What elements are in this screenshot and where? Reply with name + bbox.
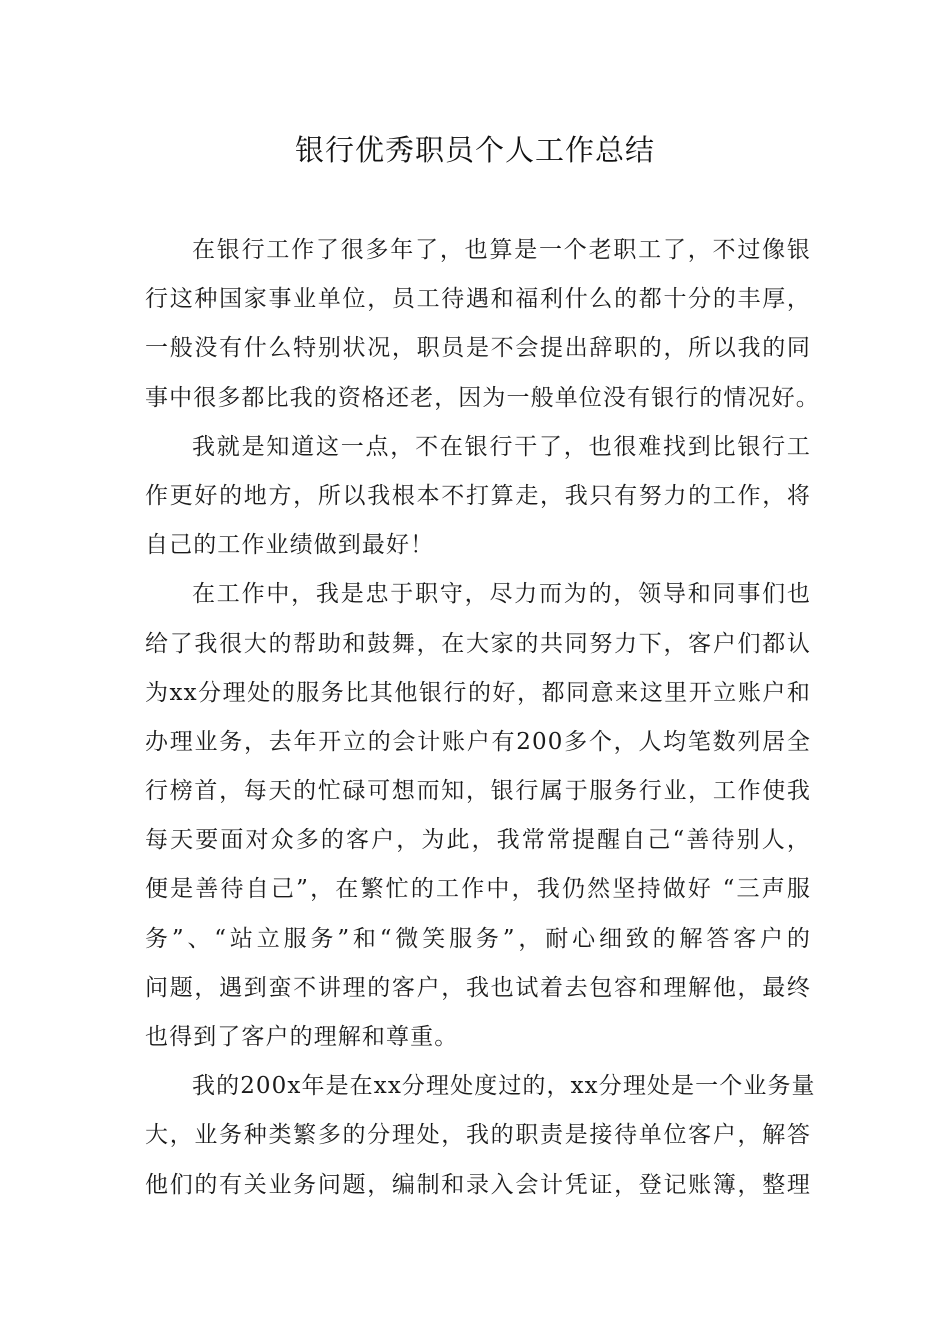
text-line: 便是善待自己”，在繁忙的工作中，我仍然坚持做好 “三声服 <box>145 876 811 903</box>
text-line: 行这种国家事业单位，员工待遇和福利什么的都十分的丰厚， <box>145 286 811 313</box>
text-line: 问题，遇到蛮不讲理的客户，我也试着去包容和理解他，最终 <box>145 974 811 1001</box>
text-line: 作更好的地方，所以我根本不打算走，我只有努力的工作，将 <box>145 482 811 509</box>
text-line: 务”、“站立服务”和“微笑服务”，耐心细致的解答客户的 <box>145 925 811 952</box>
document-body <box>145 226 820 1210</box>
text-line: 也得到了客户的理解和尊重。 <box>145 1024 459 1050</box>
text-line: 一般没有什么特别状况，职员是不会提出辞职的，所以我的同 <box>145 335 811 362</box>
text-line: 在银行工作了很多年了，也算是一个老职工了，不过像银 <box>192 237 811 263</box>
text-line: 自己的工作业绩做到最好！ <box>145 532 435 559</box>
document-title: 银行优秀职员个人工作总结 <box>294 133 655 167</box>
text-line: 给了我很大的帮助和鼓舞，在大家的共同努力下，客户们都认 <box>145 630 811 657</box>
text-line: 大，业务种类繁多的分理处，我的职责是接待单位客户，解答 <box>145 1122 811 1149</box>
text-line: 他们的有关业务问题，编制和录入会计凭证，登记账簿，整理 <box>145 1171 811 1198</box>
text-line: 我的200x年是在xx分理处度过的，xx分理处是一个业务量 <box>192 1073 816 1100</box>
text-line: 事中很多都比我的资格还老，因为一般单位没有银行的情况好。 <box>145 384 820 411</box>
text-line: 为xx分理处的服务比其他银行的好，都同意来这里开立账户和 <box>145 679 811 706</box>
text-line: 行榜首，每天的忙碌可想而知，银行属于服务行业，工作使我 <box>145 778 811 805</box>
text-line: 我就是知道这一点，不在银行干了，也很难找到比银行工 <box>192 433 811 460</box>
text-line: 办理业务，去年开立的会计账户有200多个，人均笔数列居全 <box>145 728 811 755</box>
text-line: 每天要面对众多的客户，为此，我常常提醒自己“善待别人， <box>145 827 811 854</box>
text-line: 在工作中，我是忠于职守，尽力而为的，领导和同事们也 <box>192 581 811 608</box>
